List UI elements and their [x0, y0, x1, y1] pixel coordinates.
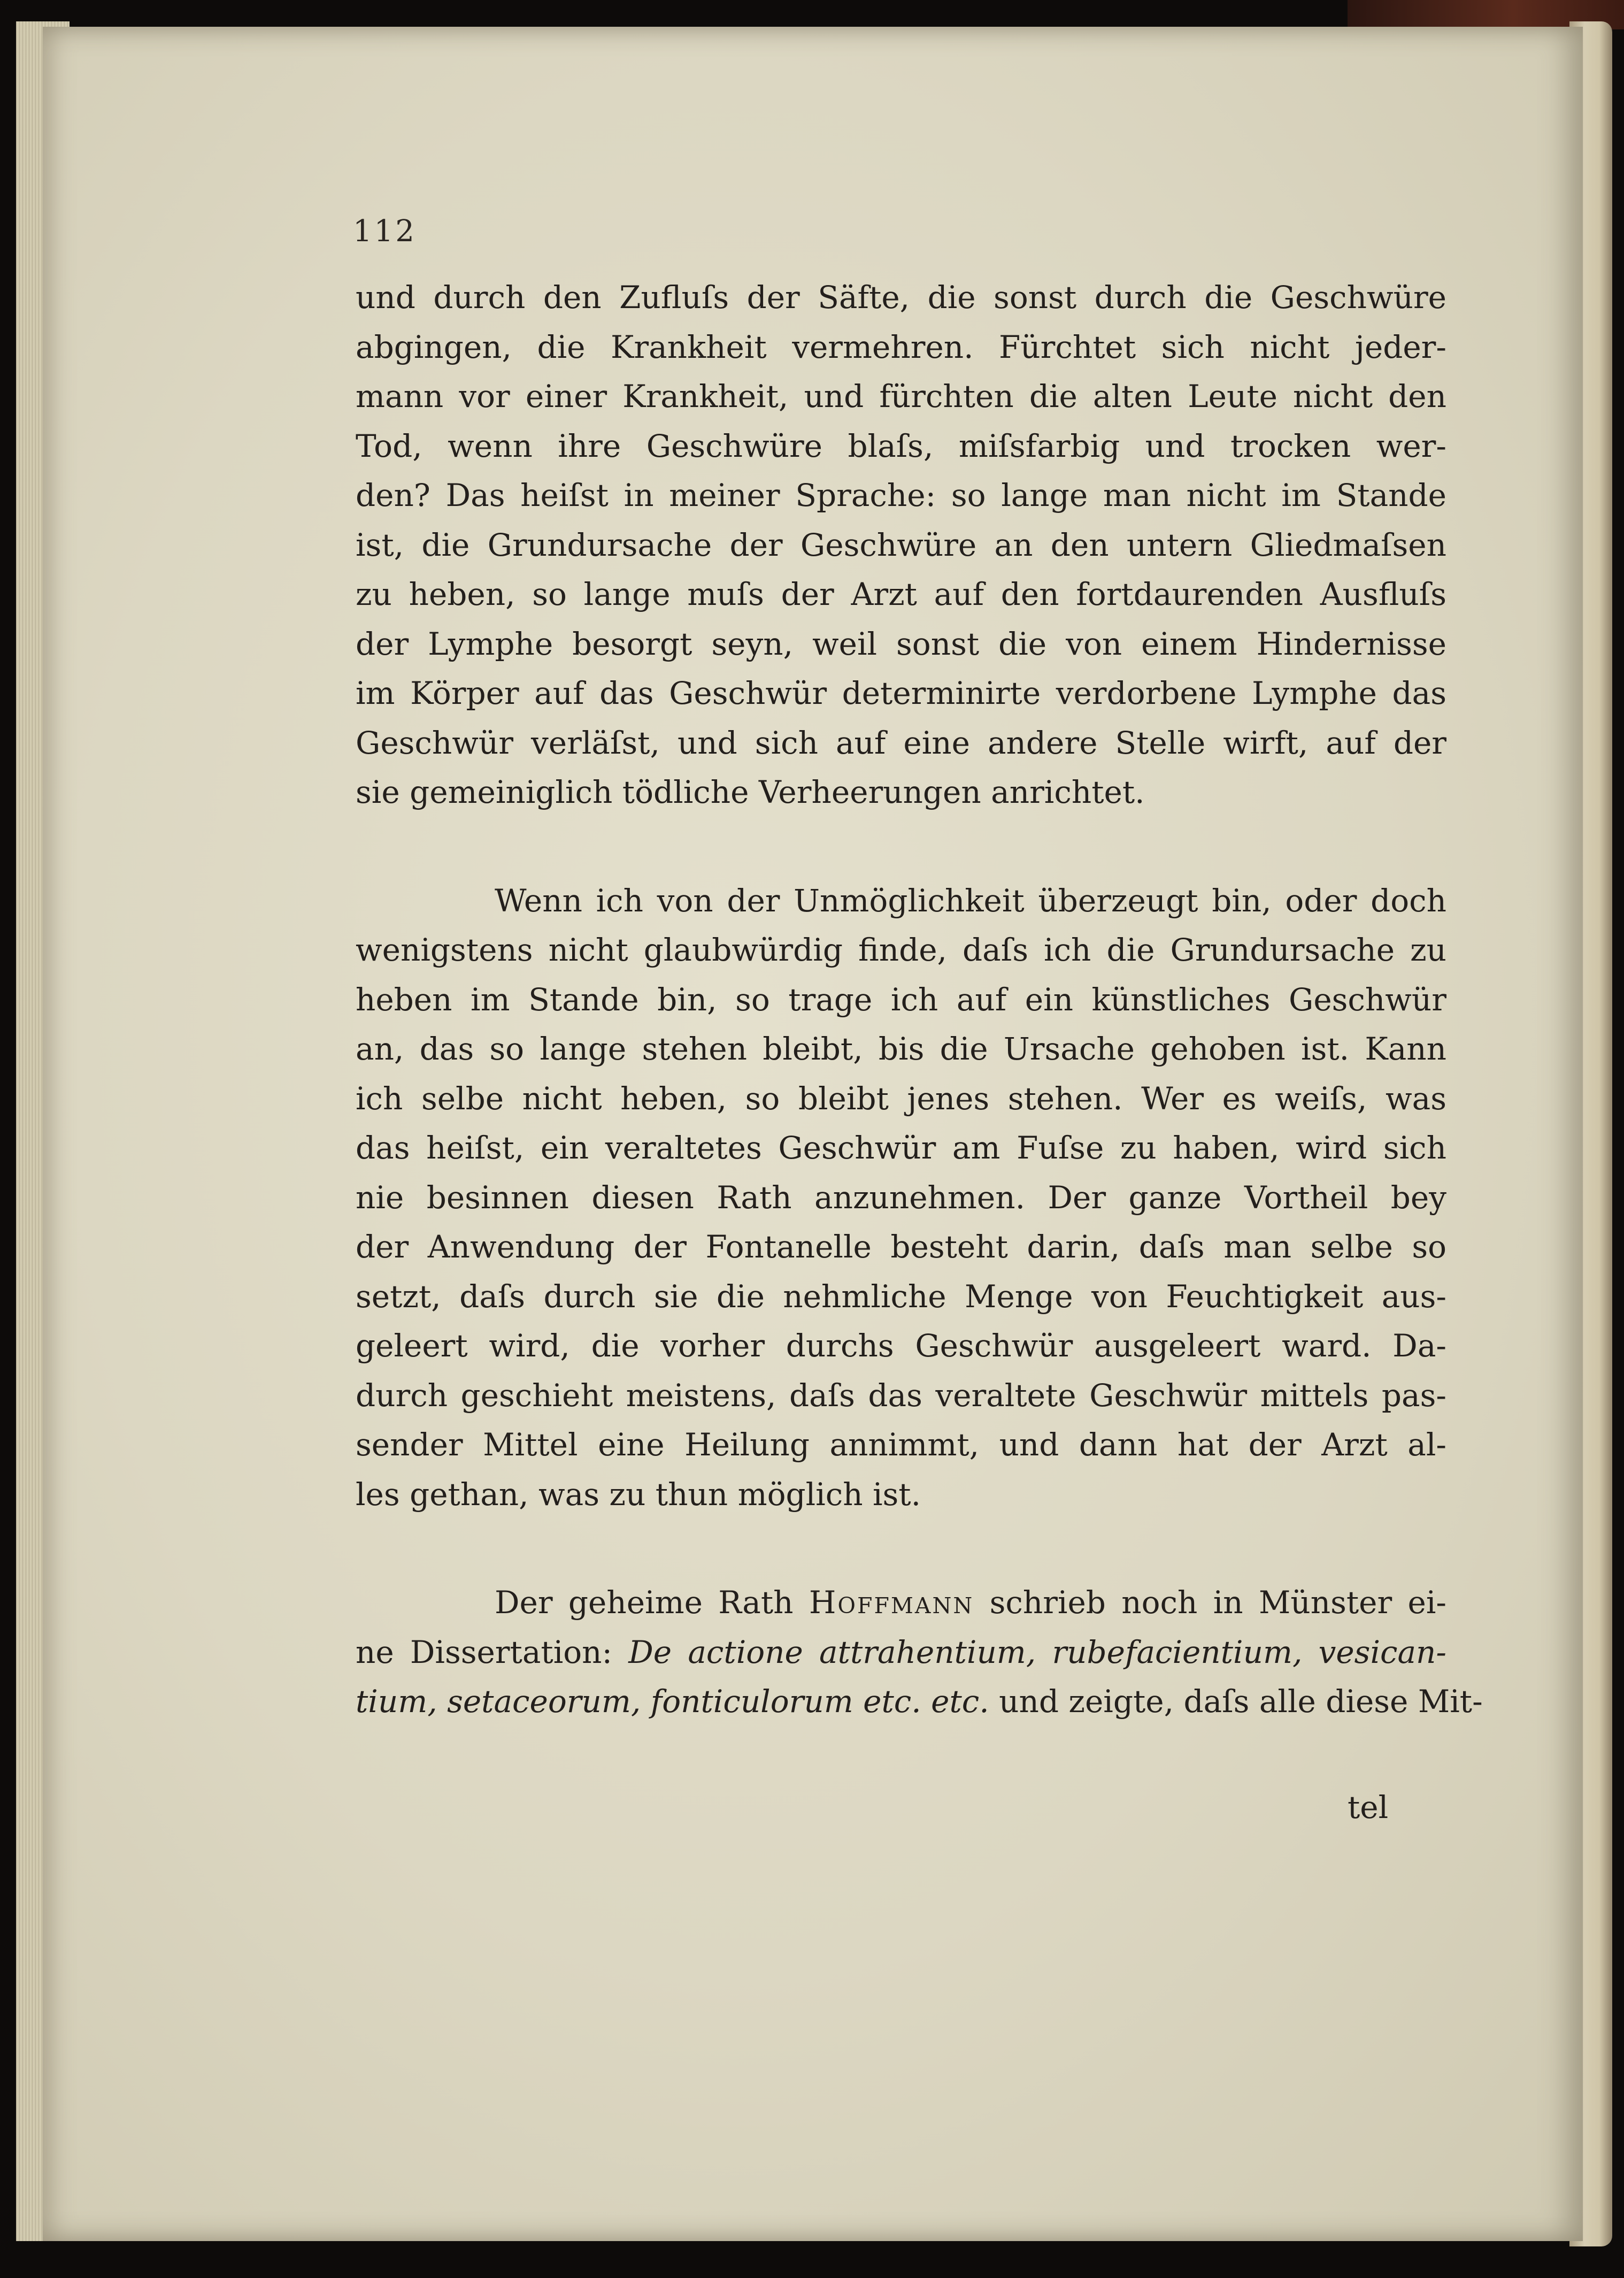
- text-line: nie besinnen diesen Rath anzunehmen. Der ganze Vortheil bey: [356, 1179, 1446, 1216]
- text-line: [356, 1628, 1446, 1677]
- text-span: Der geheime Rath: [495, 1584, 809, 1621]
- text-block: [356, 273, 1483, 1727]
- text-line: heben im Stande bin, so trage ich auf ein künstliches Geschwür: [356, 981, 1446, 1018]
- text-line: mann vor einer Krankheit, und fürchten die alten Leute nicht den: [356, 378, 1446, 415]
- text-line: und durch den Zufluſs der Säfte, die sonst durch die Geschwüre: [356, 279, 1446, 316]
- paragraph-1: [356, 273, 1446, 817]
- text-line: sie gemeiniglich tödliche Verheerungen anrichtet.: [356, 774, 1145, 810]
- text-line: Tod, wenn ihre Geschwüre blaſs, miſsfarbig und trocken wer-: [356, 427, 1446, 464]
- paragraph-gap: [356, 817, 1446, 876]
- text-line: geleert wird, die vorher durchs Geschwür ausgeleert ward. Da-: [356, 1328, 1446, 1364]
- text-line: den? Das heiſst in meiner Sprache: so lange man nicht im Stande: [356, 477, 1446, 513]
- text-line: wenigstens nicht glaubwürdig finde, daſs ich die Grundursache zu: [356, 932, 1446, 968]
- text-line: das heiſst, ein veraltetes Geschwür am Fuſse zu haben, wird sich: [356, 1130, 1446, 1166]
- text-line: ist, die Grundursache der Geschwüre an den untern Gliedmaſsen: [356, 526, 1446, 563]
- paragraph-2: [356, 876, 1446, 1520]
- text-line: les gethan, was zu thun möglich ist.: [356, 1476, 921, 1513]
- text-line: zu heben, so lange muſs der Arzt auf den fortdaurenden Ausfluſs: [356, 576, 1446, 612]
- text-line: der Anwendung der Fontanelle besteht darin, daſs man selbe so: [356, 1229, 1446, 1265]
- text-line: der Lymphe besorgt seyn, weil sonst die von einem Hindernisse: [356, 625, 1446, 662]
- catchword: tel: [1348, 1789, 1389, 1826]
- text-line: an, das so lange stehen bleibt, bis die Ursache gehoben ist. Kann: [356, 1031, 1446, 1067]
- text-line: durch geschieht meistens, daſs das veraltete Geschwür mittels pas-: [356, 1377, 1446, 1414]
- text-line: [356, 1578, 1446, 1628]
- author-name: Hoffmann: [809, 1584, 974, 1621]
- paragraph-gap: [356, 1519, 1446, 1578]
- latin-title: tium, setaceorum, fonticulorum etc. etc.: [356, 1683, 989, 1720]
- text-line: setzt, daſs durch sie die nehmliche Menge von Feuchtigkeit aus-: [356, 1278, 1446, 1315]
- text-line: Wenn ich von der Unmöglichkeit überzeugt bin, oder doch: [495, 882, 1446, 919]
- text-line: [356, 1677, 1483, 1727]
- page-number: 112: [353, 214, 417, 249]
- text-line: ich selbe nicht heben, so bleibt jenes stehen. Wer es weiſs, was: [356, 1080, 1446, 1117]
- text-span: ne Dissertation:: [356, 1633, 629, 1670]
- text-span: und zeigte, daſs alle diese Mit-: [989, 1683, 1483, 1720]
- text-line: abgingen, die Krankheit vermehren. Fürchtet sich nicht jeder-: [356, 328, 1446, 365]
- text-span: schrieb noch in Münster ei-: [974, 1584, 1447, 1621]
- paragraph-3: [356, 1578, 1483, 1727]
- text-line: im Körper auf das Geschwür determinirte verdorbene Lymphe das: [356, 675, 1446, 711]
- latin-title: De actione attrahentium, rubefacientium, vesican-: [628, 1633, 1447, 1670]
- text-line: Geschwür verläſst, und sich auf eine andere Stelle wirft, auf der: [356, 724, 1446, 761]
- text-line: sender Mittel eine Heilung annimmt, und dann hat der Arzt al-: [356, 1426, 1446, 1463]
